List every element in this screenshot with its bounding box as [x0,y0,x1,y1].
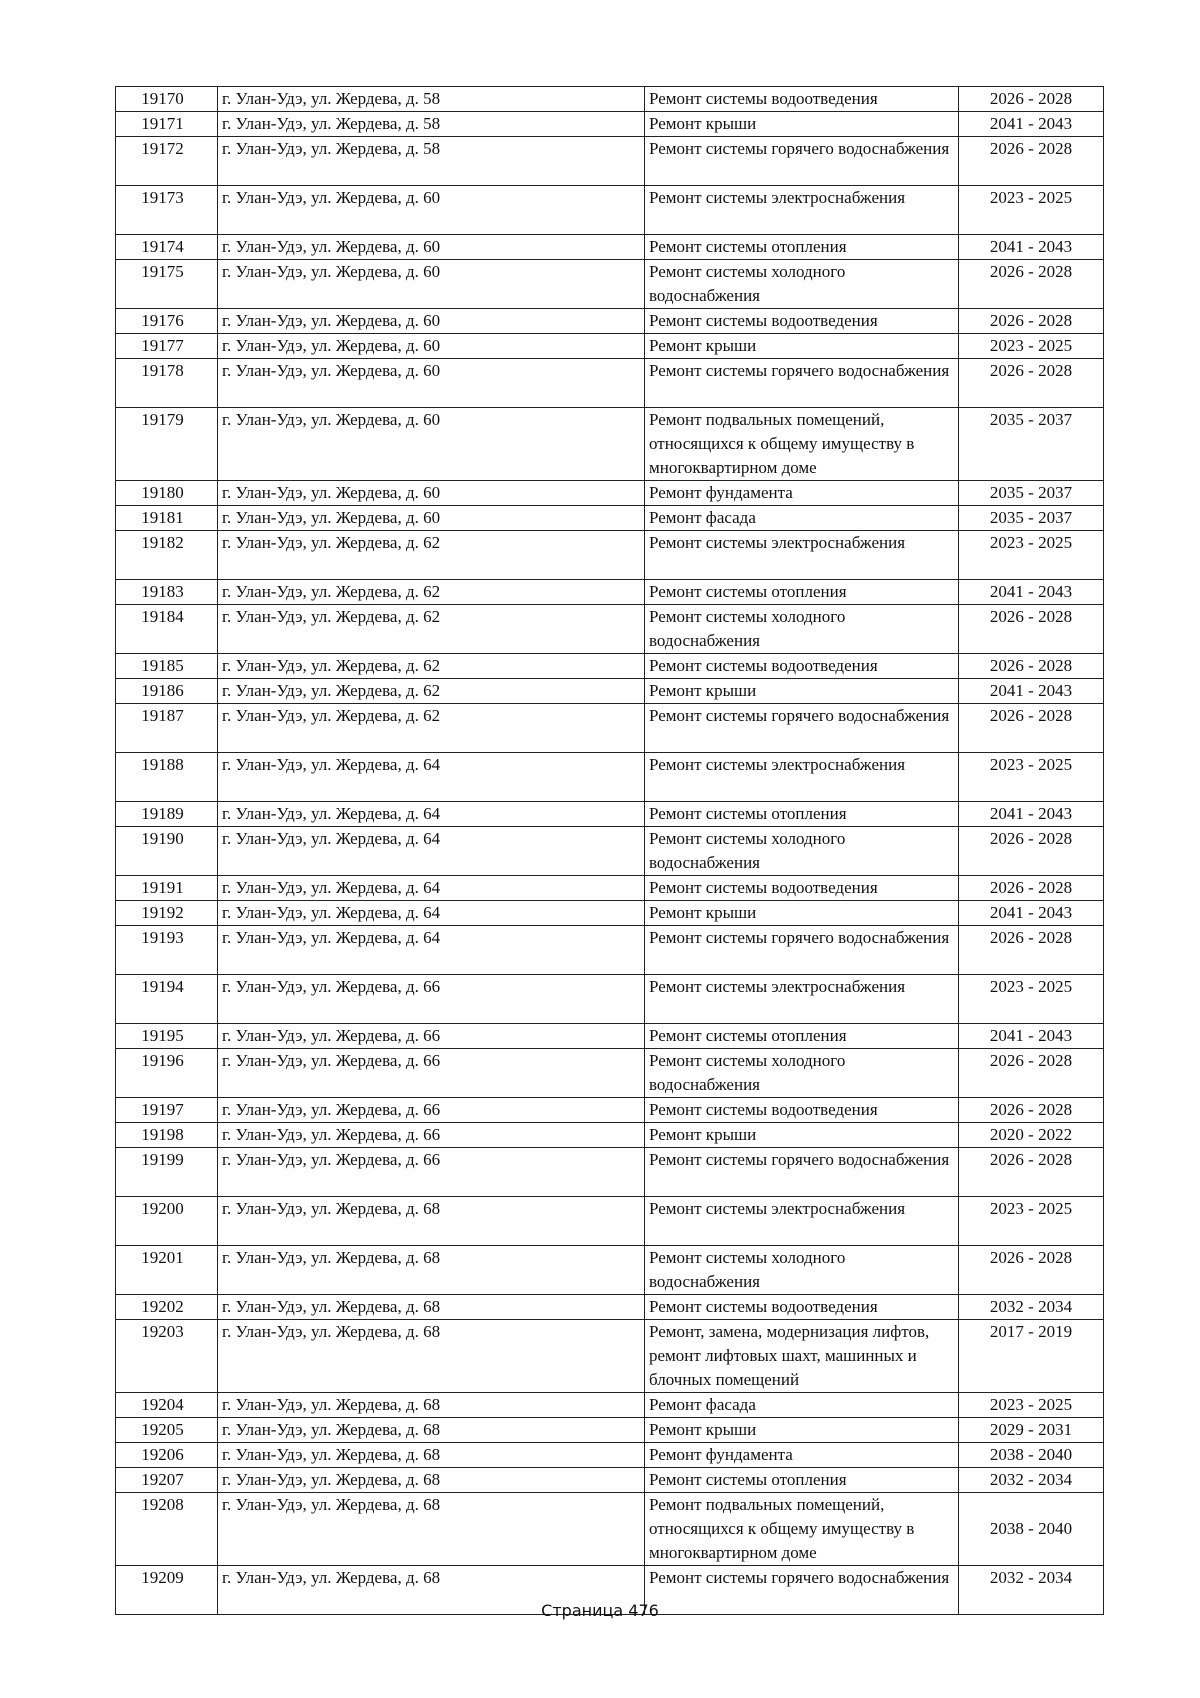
period-cell: 2026 - 2028 [959,1148,1104,1197]
table-row [116,1098,1104,1123]
address-cell: г. Улан-Удэ, ул. Жердева, д. 68 [218,1393,645,1418]
table-row [116,1443,1104,1468]
row-number-cell: 19174 [116,235,218,260]
address-cell: г. Улан-Удэ, ул. Жердева, д. 60 [218,359,645,408]
row-number-cell: 19198 [116,1123,218,1148]
row-number-cell: 19187 [116,704,218,753]
page-number: Страница 476 [541,1601,659,1620]
table-row [116,654,1104,679]
work-type-cell: Ремонт крыши [645,1123,959,1148]
row-number-cell: 19201 [116,1246,218,1295]
row-number-cell: 19189 [116,802,218,827]
work-type-cell: Ремонт системы холодного водоснабжения [645,605,959,654]
work-type-cell: Ремонт системы отопления [645,580,959,605]
period-cell: 2041 - 2043 [959,580,1104,605]
address-cell: г. Улан-Удэ, ул. Жердева, д. 62 [218,605,645,654]
work-type-cell: Ремонт системы водоотведения [645,1098,959,1123]
row-number-cell: 19175 [116,260,218,309]
address-cell: г. Улан-Удэ, ул. Жердева, д. 66 [218,1098,645,1123]
table-row [116,1393,1104,1418]
address-cell: г. Улан-Удэ, ул. Жердева, д. 58 [218,87,645,112]
row-number-cell: 19191 [116,876,218,901]
period-cell: 2026 - 2028 [959,87,1104,112]
table-row [116,87,1104,112]
work-type-cell: Ремонт системы отопления [645,802,959,827]
row-number-cell: 19178 [116,359,218,408]
table-row [116,1295,1104,1320]
address-cell: г. Улан-Удэ, ул. Жердева, д. 66 [218,975,645,1024]
work-type-cell: Ремонт фасада [645,506,959,531]
period-cell: 2041 - 2043 [959,802,1104,827]
work-type-cell: Ремонт крыши [645,679,959,704]
table-row [116,408,1104,481]
work-type-cell: Ремонт системы холодного водоснабжения [645,1049,959,1098]
address-cell: г. Улан-Удэ, ул. Жердева, д. 60 [218,506,645,531]
row-number-cell: 19199 [116,1148,218,1197]
row-number-cell: 19186 [116,679,218,704]
period-cell: 2026 - 2028 [959,1246,1104,1295]
table-row [116,679,1104,704]
period-cell: 2032 - 2034 [959,1566,1104,1615]
work-type-cell: Ремонт системы холодного водоснабжения [645,260,959,309]
table-row [116,112,1104,137]
table-row [116,605,1104,654]
table-row [116,1024,1104,1049]
period-cell: 2026 - 2028 [959,876,1104,901]
period-cell: 2032 - 2034 [959,1295,1104,1320]
address-cell: г. Улан-Удэ, ул. Жердева, д. 62 [218,654,645,679]
work-type-cell: Ремонт системы водоотведения [645,876,959,901]
period-cell: 2026 - 2028 [959,926,1104,975]
address-cell: г. Улан-Удэ, ул. Жердева, д. 64 [218,753,645,802]
table-row [116,186,1104,235]
address-cell: г. Улан-Удэ, ул. Жердева, д. 68 [218,1320,645,1393]
row-number-cell: 19195 [116,1024,218,1049]
address-cell: г. Улан-Удэ, ул. Жердева, д. 60 [218,309,645,334]
work-type-cell: Ремонт системы холодного водоснабжения [645,1246,959,1295]
work-type-cell: Ремонт системы электроснабжения [645,753,959,802]
address-cell: г. Улан-Удэ, ул. Жердева, д. 60 [218,334,645,359]
period-cell: 2023 - 2025 [959,1197,1104,1246]
address-cell: г. Улан-Удэ, ул. Жердева, д. 68 [218,1197,645,1246]
table-row [116,359,1104,408]
work-type-cell: Ремонт крыши [645,1418,959,1443]
table-row [116,531,1104,580]
period-cell: 2026 - 2028 [959,359,1104,408]
row-number-cell: 19179 [116,408,218,481]
table-row [116,580,1104,605]
period-cell: 2035 - 2037 [959,481,1104,506]
table-row [116,260,1104,309]
work-type-cell: Ремонт системы электроснабжения [645,531,959,580]
repair-schedule-table [115,86,1104,1615]
address-cell: г. Улан-Удэ, ул. Жердева, д. 66 [218,1148,645,1197]
period-cell: 2026 - 2028 [959,260,1104,309]
row-number-cell: 19182 [116,531,218,580]
address-cell: г. Улан-Удэ, ул. Жердева, д. 62 [218,679,645,704]
table-row [116,309,1104,334]
row-number-cell: 19193 [116,926,218,975]
row-number-cell: 19176 [116,309,218,334]
period-cell: 2041 - 2043 [959,679,1104,704]
row-number-cell: 19208 [116,1493,218,1566]
address-cell: г. Улан-Удэ, ул. Жердева, д. 66 [218,1024,645,1049]
table-row [116,506,1104,531]
table-row [116,137,1104,186]
work-type-cell: Ремонт фасада [645,1393,959,1418]
table-row [116,1148,1104,1197]
table-row [116,1418,1104,1443]
address-cell: г. Улан-Удэ, ул. Жердева, д. 68 [218,1246,645,1295]
work-type-cell: Ремонт системы горячего водоснабжения [645,926,959,975]
address-cell: г. Улан-Удэ, ул. Жердева, д. 60 [218,481,645,506]
row-number-cell: 19205 [116,1418,218,1443]
table-row [116,1197,1104,1246]
work-type-cell: Ремонт системы водоотведения [645,309,959,334]
row-number-cell: 19184 [116,605,218,654]
table-row [116,334,1104,359]
period-cell: 2038 - 2040 [959,1493,1104,1566]
work-type-cell: Ремонт системы отопления [645,1468,959,1493]
address-cell: г. Улан-Удэ, ул. Жердева, д. 68 [218,1418,645,1443]
table-row [116,704,1104,753]
row-number-cell: 19172 [116,137,218,186]
period-cell: 2035 - 2037 [959,408,1104,481]
row-number-cell: 19196 [116,1049,218,1098]
address-cell: г. Улан-Удэ, ул. Жердева, д. 66 [218,1049,645,1098]
period-cell: 2041 - 2043 [959,235,1104,260]
work-type-cell: Ремонт системы горячего водоснабжения [645,137,959,186]
period-cell: 2026 - 2028 [959,137,1104,186]
table-body [116,87,1104,1615]
period-cell: 2020 - 2022 [959,1123,1104,1148]
row-number-cell: 19173 [116,186,218,235]
work-type-cell: Ремонт крыши [645,334,959,359]
address-cell: г. Улан-Удэ, ул. Жердева, д. 60 [218,235,645,260]
address-cell: г. Улан-Удэ, ул. Жердева, д. 68 [218,1566,645,1615]
row-number-cell: 19200 [116,1197,218,1246]
table-row [116,876,1104,901]
work-type-cell: Ремонт системы отопления [645,1024,959,1049]
period-cell: 2032 - 2034 [959,1468,1104,1493]
row-number-cell: 19194 [116,975,218,1024]
address-cell: г. Улан-Удэ, ул. Жердева, д. 62 [218,531,645,580]
period-cell: 2026 - 2028 [959,309,1104,334]
work-type-cell: Ремонт системы водоотведения [645,654,959,679]
work-type-cell: Ремонт фундамента [645,481,959,506]
period-cell: 2041 - 2043 [959,112,1104,137]
period-cell: 2026 - 2028 [959,1049,1104,1098]
table-row [116,901,1104,926]
period-cell: 2026 - 2028 [959,704,1104,753]
table-row [116,975,1104,1024]
work-type-cell: Ремонт системы горячего водоснабжения [645,1148,959,1197]
work-type-cell: Ремонт системы электроснабжения [645,975,959,1024]
address-cell: г. Улан-Удэ, ул. Жердева, д. 64 [218,926,645,975]
period-cell: 2026 - 2028 [959,1098,1104,1123]
work-type-cell: Ремонт системы электроснабжения [645,186,959,235]
work-type-cell: Ремонт крыши [645,901,959,926]
row-number-cell: 19206 [116,1443,218,1468]
address-cell: г. Улан-Удэ, ул. Жердева, д. 58 [218,112,645,137]
period-cell: 2023 - 2025 [959,334,1104,359]
table-row [116,1049,1104,1098]
period-cell: 2026 - 2028 [959,827,1104,876]
address-cell: г. Улан-Удэ, ул. Жердева, д. 68 [218,1295,645,1320]
table-row [116,753,1104,802]
work-type-cell: Ремонт системы горячего водоснабжения [645,359,959,408]
work-type-cell: Ремонт подвальных помещений, относящихся к общему имуществу в многоквартирном доме [645,1493,959,1566]
work-type-cell: Ремонт фундамента [645,1443,959,1468]
table-row [116,1493,1104,1566]
row-number-cell: 19177 [116,334,218,359]
row-number-cell: 19180 [116,481,218,506]
work-type-cell: Ремонт системы водоотведения [645,87,959,112]
row-number-cell: 19207 [116,1468,218,1493]
table-row [116,1123,1104,1148]
table-row [116,481,1104,506]
row-number-cell: 19203 [116,1320,218,1393]
row-number-cell: 19197 [116,1098,218,1123]
address-cell: г. Улан-Удэ, ул. Жердева, д. 68 [218,1443,645,1468]
period-cell: 2041 - 2043 [959,1024,1104,1049]
period-cell: 2035 - 2037 [959,506,1104,531]
table-row [116,827,1104,876]
work-type-cell: Ремонт системы горячего водоснабжения [645,1566,959,1615]
work-type-cell: Ремонт системы водоотведения [645,1295,959,1320]
address-cell: г. Улан-Удэ, ул. Жердева, д. 64 [218,802,645,827]
table-row [116,802,1104,827]
row-number-cell: 19209 [116,1566,218,1615]
address-cell: г. Улан-Удэ, ул. Жердева, д. 60 [218,186,645,235]
row-number-cell: 19181 [116,506,218,531]
address-cell: г. Улан-Удэ, ул. Жердева, д. 62 [218,704,645,753]
work-type-cell: Ремонт системы электроснабжения [645,1197,959,1246]
row-number-cell: 19204 [116,1393,218,1418]
row-number-cell: 19190 [116,827,218,876]
address-cell: г. Улан-Удэ, ул. Жердева, д. 68 [218,1493,645,1566]
table-row [116,1320,1104,1393]
address-cell: г. Улан-Удэ, ул. Жердева, д. 64 [218,901,645,926]
row-number-cell: 19185 [116,654,218,679]
period-cell: 2038 - 2040 [959,1443,1104,1468]
row-number-cell: 19170 [116,87,218,112]
work-type-cell: Ремонт системы горячего водоснабжения [645,704,959,753]
work-type-cell: Ремонт системы отопления [645,235,959,260]
work-type-cell: Ремонт подвальных помещений, относящихся к общему имуществу в многоквартирном доме [645,408,959,481]
period-cell: 2023 - 2025 [959,531,1104,580]
period-cell: 2029 - 2031 [959,1418,1104,1443]
address-cell: г. Улан-Удэ, ул. Жердева, д. 60 [218,408,645,481]
address-cell: г. Улан-Удэ, ул. Жердева, д. 62 [218,580,645,605]
table-row [116,1246,1104,1295]
row-number-cell: 19188 [116,753,218,802]
address-cell: г. Улан-Удэ, ул. Жердева, д. 60 [218,260,645,309]
period-cell: 2041 - 2043 [959,901,1104,926]
period-cell: 2017 - 2019 [959,1320,1104,1393]
address-cell: г. Улан-Удэ, ул. Жердева, д. 58 [218,137,645,186]
period-cell: 2026 - 2028 [959,605,1104,654]
period-cell: 2023 - 2025 [959,753,1104,802]
row-number-cell: 19183 [116,580,218,605]
period-cell: 2023 - 2025 [959,186,1104,235]
address-cell: г. Улан-Удэ, ул. Жердева, д. 68 [218,1468,645,1493]
work-type-cell: Ремонт крыши [645,112,959,137]
row-number-cell: 19202 [116,1295,218,1320]
address-cell: г. Улан-Удэ, ул. Жердева, д. 64 [218,827,645,876]
period-cell: 2026 - 2028 [959,654,1104,679]
period-cell: 2023 - 2025 [959,975,1104,1024]
table-row [116,926,1104,975]
table-row [116,1468,1104,1493]
work-type-cell: Ремонт, замена, модернизация лифтов, ремонт лифтовых шахт, машинных и блочных помещений [645,1320,959,1393]
table-row [116,235,1104,260]
work-type-cell: Ремонт системы холодного водоснабжения [645,827,959,876]
address-cell: г. Улан-Удэ, ул. Жердева, д. 66 [218,1123,645,1148]
period-cell: 2023 - 2025 [959,1393,1104,1418]
row-number-cell: 19192 [116,901,218,926]
row-number-cell: 19171 [116,112,218,137]
address-cell: г. Улан-Удэ, ул. Жердева, д. 64 [218,876,645,901]
